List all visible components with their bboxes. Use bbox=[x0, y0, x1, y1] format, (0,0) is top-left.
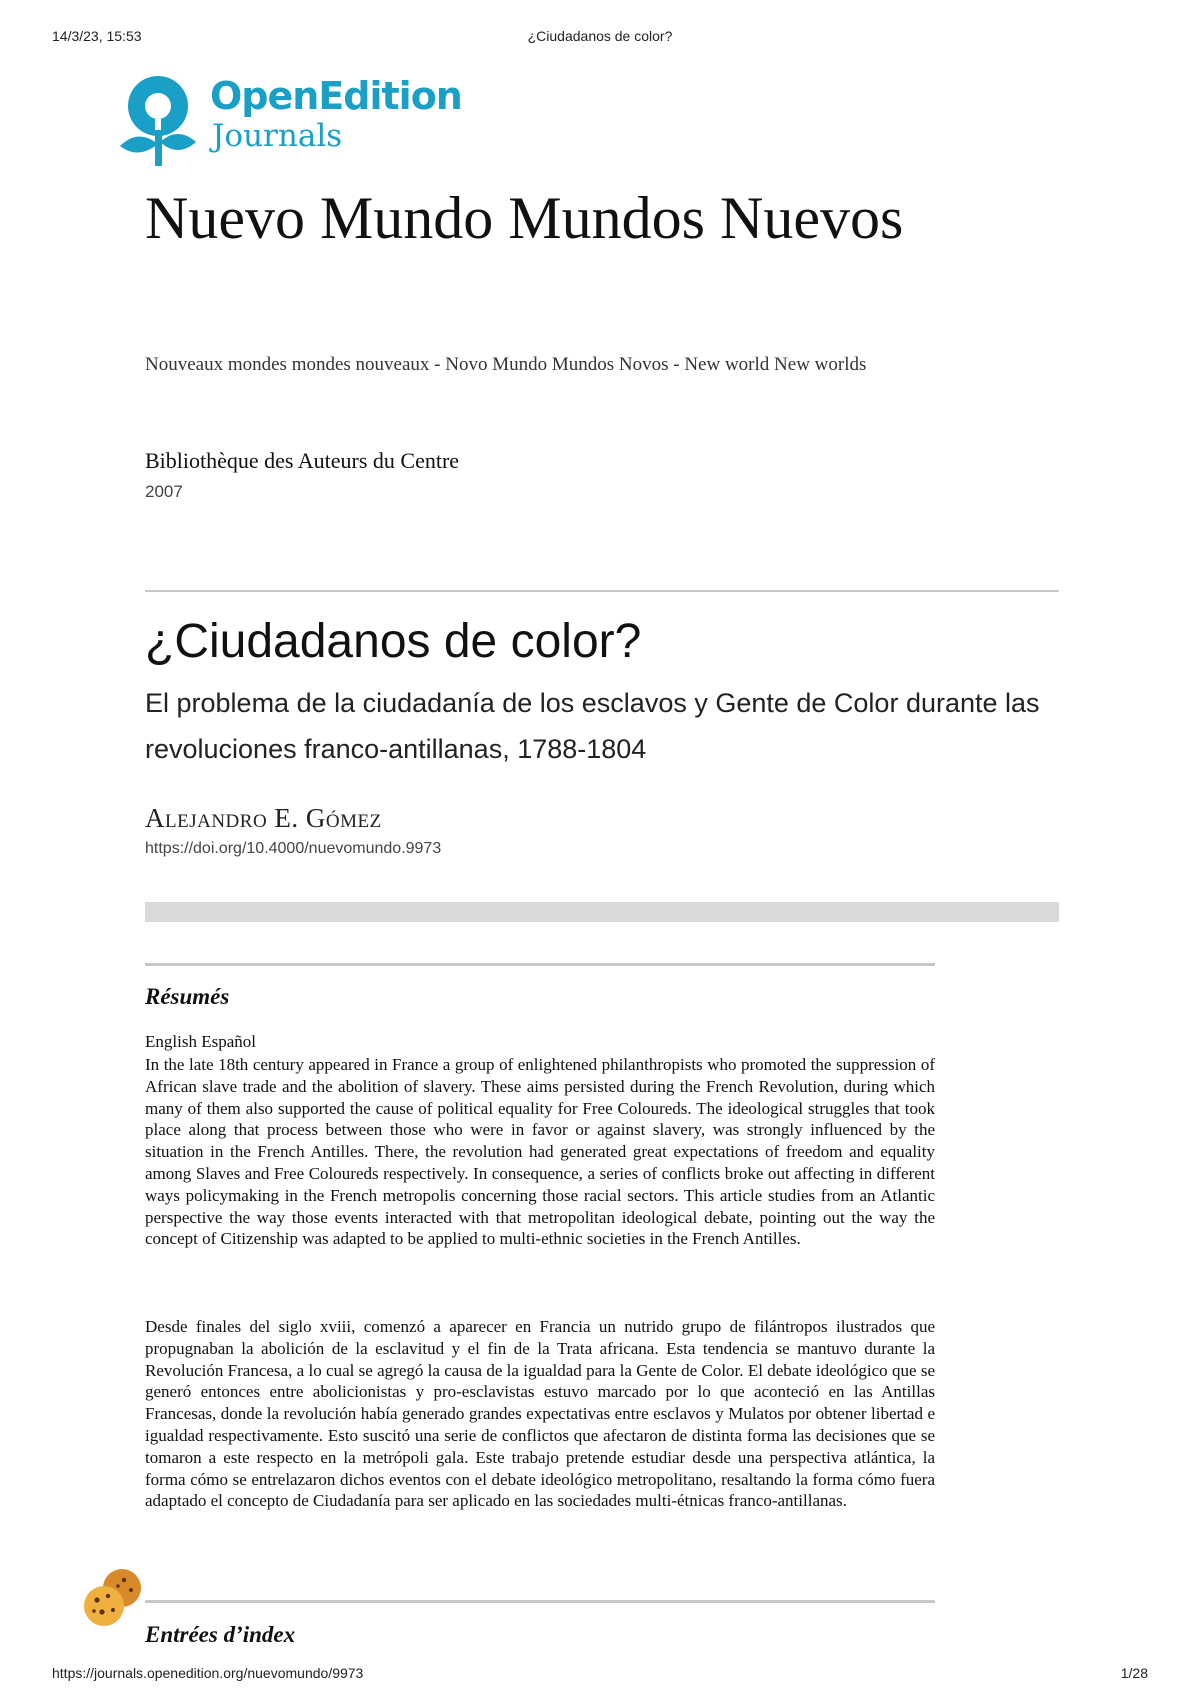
logo-brand-text: OpenEdition bbox=[210, 74, 462, 118]
doi-link[interactable]: https://doi.org/10.4000/nuevomundo.9973 bbox=[145, 840, 442, 857]
journal-title: Nuevo Mundo Mundos Nuevos bbox=[145, 185, 904, 251]
journal-subtitle: Nouveaux mondes mondes nouveaux - Novo Mundo Mundos Novos - New world New worlds bbox=[145, 354, 867, 375]
abstract-spanish: Desde finales del siglo xviii, comenzó a aparecer en Francia un nutrido grupo de filántropos ilustrados que propugnaban la abolición de la esclavitud y el fin de la Trata africana. Esta tendencia se mantuvo durante la Revolución Francesa, a lo cual se agregó la causa de la igualdad para la Gente de Color. El debate ideológico que se generó entonces entre abolicionistas y pro-esclavistas estuvo marcado por lo que aconteció en las Antillas Francesas, donde la revolución había generado grandes expectativas entre esclavos y Mulatos por obtener libertad e igualdad respectivamente. Esto suscitó una serie de conflictos que afectaron de distinta forma las decisiones que se tomaron a este respecto en la metrópoli gala. Este trabajo pretende estudiar desde una perspectiva atlántica, la forma cómo se entrelazaron dichos eventos con el debate ideológico metropolitano, resaltando la forma cómo fuera adaptado el concepto de Ciudadanía para ser aplicado en las sociedades multi-étnicas franco-antillanas. bbox=[145, 1317, 935, 1511]
article-subtitle: El problema de la ciudadanía de los esclavos y Gente de Color durante las revoluciones franco-antillanas, 1788-1804 bbox=[145, 688, 1040, 764]
logo-product-text: Journals bbox=[212, 118, 343, 154]
openedition-flower-icon bbox=[118, 72, 204, 168]
print-header bbox=[0, 28, 1200, 48]
divider bbox=[145, 1600, 935, 1603]
print-page-url: https://journals.openedition.org/nuevomundo/9973 bbox=[52, 1665, 364, 1681]
divider bbox=[145, 963, 935, 966]
article-title: ¿Ciudadanos de color? bbox=[145, 615, 642, 668]
grey-banner-bar bbox=[145, 902, 1059, 922]
index-entries-heading: Entrées d’index bbox=[145, 1622, 296, 1647]
author-name[interactable]: Alejandro E. Gómez bbox=[145, 803, 382, 833]
print-tab-title: ¿Ciudadanos de color? bbox=[527, 28, 673, 44]
openedition-logo[interactable] bbox=[118, 72, 478, 172]
abstract-language-links[interactable]: English Español bbox=[145, 1032, 256, 1051]
print-datetime: 14/3/23, 15:53 bbox=[52, 28, 142, 44]
print-page-number: 1/28 bbox=[1120, 1665, 1148, 1681]
cookie-icon[interactable] bbox=[80, 1566, 146, 1628]
divider bbox=[145, 590, 1059, 592]
publisher-name[interactable]: Bibliothèque des Auteurs du Centre bbox=[145, 448, 460, 473]
abstract-english: In the late 18th century appeared in France a group of enlightened philanthropists who promoted the suppression of African slave trade and the abolition of slavery. These aims persisted during the French Revolution, during which many of them also supported the cause of political equality for Free Coloureds. The ideological struggles that took place along that process between those who were in favor or against slavery, was strongly influenced by the situation in the French Antilles. There, the revolution had generated great expectations of freedom and equality among Slaves and Free Coloureds respectively. In consequence, a series of conflicts broke out affecting in different ways policymaking in the French metropolis concerning those racial sectors. This article studies from an Atlantic perspective the way those events interacted with that metropolitan ideological debate, pointing out the way the concept of Citizenship was adapted to be applied to multi-ethnic societies in the French Antilles. bbox=[145, 1055, 935, 1249]
print-footer bbox=[0, 1665, 1200, 1685]
resumes-heading: Résumés bbox=[145, 984, 230, 1009]
publication-year: 2007 bbox=[145, 482, 183, 501]
